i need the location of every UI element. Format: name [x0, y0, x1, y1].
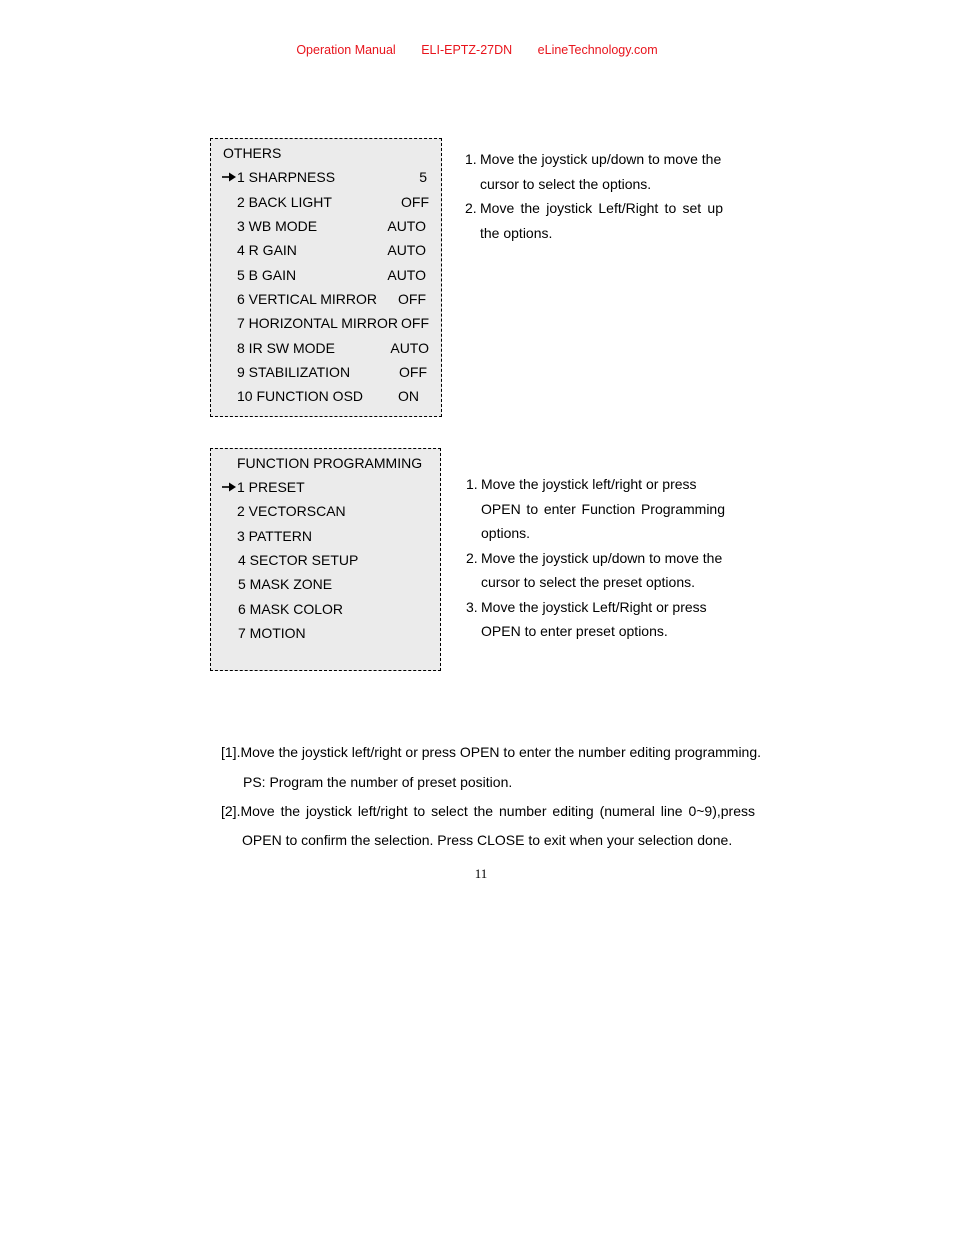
menu-row-mask-color[interactable]	[211, 599, 440, 619]
function-instructions	[466, 472, 725, 644]
instruction-line: Move the joystick up/down to move the	[480, 151, 722, 167]
instruction-line: the options.	[480, 224, 553, 241]
menu-item-value: AUTO	[390, 340, 429, 356]
others-instructions	[465, 147, 723, 245]
function-programming-menu-box	[210, 448, 441, 671]
menu-item-label: 1 SHARPNESS	[237, 169, 336, 185]
instruction-item	[466, 472, 725, 546]
instruction-line: OPEN to enter Function Programming	[481, 500, 725, 517]
others-menu-title: OTHERS	[223, 145, 282, 161]
header-doc-type: Operation Manual	[296, 43, 396, 57]
header-model: ELI-EPTZ-27DN	[421, 43, 513, 57]
menu-item-value: AUTO	[387, 242, 426, 258]
menu-item-label: 4 SECTOR SETUP	[238, 552, 359, 568]
menu-row-motion[interactable]	[211, 623, 440, 643]
menu-row-b-gain[interactable]	[211, 265, 441, 285]
menu-item-value: AUTO	[387, 218, 426, 234]
menu-item-label: 9 STABILIZATION	[237, 364, 351, 380]
page-number: 11	[474, 866, 488, 881]
others-menu-title-row	[211, 143, 441, 163]
menu-row-stabilization[interactable]	[211, 362, 441, 382]
menu-item-label: 1 PRESET	[237, 479, 305, 495]
instruction-line: Move the joystick left/right or press	[481, 476, 697, 492]
menu-item-value: OFF	[401, 315, 429, 331]
menu-row-vectorscan[interactable]	[211, 501, 440, 521]
menu-item-label: 2 VECTORSCAN	[237, 503, 346, 519]
menu-row-vertical-mirror[interactable]	[211, 289, 441, 309]
function-menu-title-row	[211, 453, 440, 473]
menu-row-wb-mode[interactable]	[211, 216, 441, 236]
menu-item-label: 8 IR SW MODE	[237, 340, 336, 356]
instruction-line: cursor to select the options.	[480, 175, 652, 192]
menu-row-r-gain[interactable]	[211, 240, 441, 260]
menu-row-sector-setup[interactable]	[211, 550, 440, 570]
cursor-arrow-icon	[222, 482, 236, 492]
instruction-line: OPEN to enter preset options.	[481, 623, 668, 639]
instruction-number: 1.	[465, 151, 477, 167]
menu-item-label: 4 R GAIN	[237, 242, 297, 258]
cursor-arrow-icon	[222, 172, 236, 182]
instruction-line: cursor to select the preset options.	[481, 574, 695, 590]
menu-item-value: 5	[419, 169, 427, 185]
instruction-line: Move the joystick Left/Right to set up	[480, 200, 723, 216]
menu-item-value: OFF	[398, 291, 426, 307]
others-menu-box	[210, 138, 442, 417]
paragraph-2-line-1: [2].Move the joystick left/right to select the number editing (numeral line 0~9),press	[221, 803, 755, 819]
menu-item-label: 3 PATTERN	[237, 528, 312, 544]
paragraph-2-line-2: OPEN to confirm the selection. Press CLOSE to exit when your selection done.	[242, 832, 733, 848]
menu-item-label: 5 B GAIN	[237, 267, 297, 283]
menu-item-label: 3 WB MODE	[237, 218, 318, 234]
instruction-number: 1.	[466, 476, 478, 492]
header-website: eLineTechnology.com	[537, 43, 658, 57]
instruction-line: Move the joystick Left/Right or press	[481, 598, 707, 615]
menu-row-pattern[interactable]	[211, 526, 440, 546]
function-menu-title: FUNCTION PROGRAMMING	[237, 455, 423, 471]
paragraph-1: [1].Move the joystick left/right or press OPEN to enter the number editing programming.	[221, 744, 762, 760]
instruction-number: 3.	[466, 598, 478, 615]
menu-row-sharpness[interactable]	[211, 167, 441, 187]
instruction-number: 2.	[465, 200, 477, 216]
menu-item-value: OFF	[399, 364, 427, 380]
menu-row-function-osd[interactable]	[211, 386, 441, 406]
menu-item-label: 6 VERTICAL MIRROR	[237, 291, 378, 307]
menu-item-label: 5 MASK ZONE	[238, 576, 333, 592]
instruction-line: Move the joystick up/down to move the	[481, 549, 723, 566]
menu-row-ir-sw-mode[interactable]	[211, 338, 441, 358]
menu-item-value: OFF	[401, 194, 429, 210]
menu-item-label: 7 HORIZONTAL MIRROR	[237, 315, 399, 331]
menu-item-label: 7 MOTION	[238, 625, 306, 641]
menu-item-value: ON	[398, 388, 419, 404]
menu-row-back-light[interactable]	[211, 192, 441, 212]
instruction-item	[465, 147, 723, 196]
menu-row-mask-zone[interactable]	[211, 574, 440, 594]
instruction-item	[466, 595, 725, 644]
instruction-line: options.	[481, 525, 531, 541]
paragraph-1-ps: PS: Program the number of preset position.	[243, 774, 513, 790]
menu-item-label: 2 BACK LIGHT	[237, 194, 332, 210]
menu-row-preset[interactable]	[211, 477, 440, 497]
page-header	[0, 43, 954, 57]
menu-row-horizontal-mirror[interactable]	[211, 313, 441, 333]
instruction-item	[465, 196, 723, 245]
menu-item-value: AUTO	[387, 267, 426, 283]
instruction-item	[466, 546, 725, 595]
menu-item-label: 6 MASK COLOR	[238, 601, 344, 617]
instruction-number: 2.	[466, 549, 478, 566]
menu-item-label: 10 FUNCTION OSD	[237, 388, 364, 404]
